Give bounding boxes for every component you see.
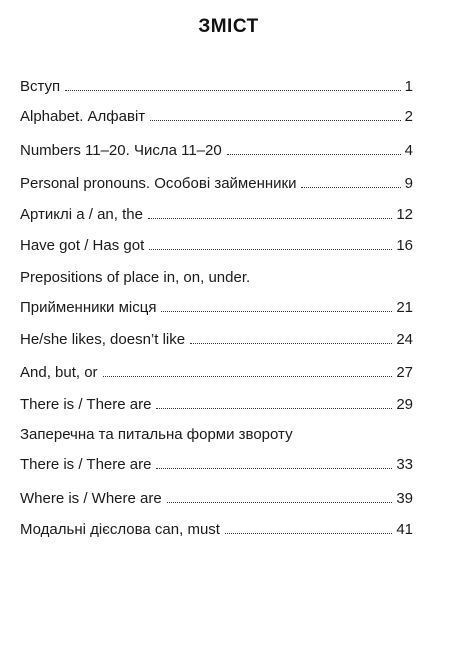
toc-dot-leader bbox=[148, 218, 392, 219]
toc-entry-page: 29 bbox=[396, 396, 413, 413]
toc-entry bbox=[20, 327, 413, 348]
toc-entry-title: And, but, or bbox=[20, 364, 98, 381]
toc-entry-page: 12 bbox=[396, 206, 413, 223]
toc-entry-heading: Заперечна та питальна форми звороту bbox=[20, 426, 293, 443]
toc-entry-title: There is / There are bbox=[20, 456, 152, 473]
toc-dot-leader bbox=[103, 376, 393, 377]
toc-entry-page: 24 bbox=[396, 331, 413, 348]
toc-entry-title: Вступ bbox=[20, 78, 61, 95]
toc-dot-leader bbox=[150, 120, 400, 121]
toc-dot-leader bbox=[167, 502, 393, 503]
toc-entry bbox=[20, 74, 413, 95]
toc-dot-leader bbox=[225, 533, 392, 534]
toc-entry-title: He/she likes, doesn’t like bbox=[20, 331, 186, 348]
toc-entry bbox=[20, 202, 413, 223]
toc-dot-leader bbox=[161, 311, 392, 312]
toc-entry bbox=[20, 295, 413, 316]
toc-entry-page: 27 bbox=[396, 364, 413, 381]
toc-entry-page: 16 bbox=[396, 237, 413, 254]
toc-entry-title: Модальні дієслова can, must bbox=[20, 521, 220, 538]
toc-dot-leader bbox=[156, 468, 392, 469]
toc-entry-heading: Prepositions of place in, on, under. bbox=[20, 269, 251, 286]
toc-entry-title: Numbers 11–20. Числа 11–20 bbox=[20, 142, 222, 159]
toc-entry bbox=[20, 104, 413, 125]
toc-entry-page: 21 bbox=[396, 299, 413, 316]
toc-entry-title: There is / There are bbox=[20, 396, 152, 413]
toc-title: ЗМІСТ bbox=[198, 16, 259, 37]
toc-entry-title: Прийменники місця bbox=[20, 299, 157, 316]
toc-dot-leader bbox=[227, 154, 401, 155]
toc-entry-page: 2 bbox=[404, 108, 413, 125]
toc-entry bbox=[20, 171, 413, 192]
toc-entry-title: Where is / Where are bbox=[20, 490, 162, 507]
toc-list bbox=[20, 74, 413, 538]
toc-dot-leader bbox=[65, 90, 400, 91]
toc-entry bbox=[20, 138, 413, 159]
toc-entry-title: Артиклі a / an, the bbox=[20, 206, 143, 223]
toc-entry-page: 1 bbox=[404, 78, 413, 95]
toc-entry-page: 33 bbox=[396, 456, 413, 473]
toc-entry-page: 41 bbox=[396, 521, 413, 538]
toc-entry-title: Personal pronouns. Особові займенники bbox=[20, 175, 297, 192]
toc-entry bbox=[20, 452, 413, 473]
toc-entry-page: 4 bbox=[404, 142, 413, 159]
toc-dot-leader bbox=[149, 249, 392, 250]
toc-dot-leader bbox=[190, 343, 392, 344]
toc-dot-leader bbox=[156, 408, 392, 409]
toc-entry bbox=[20, 392, 413, 413]
toc-entry-title: Have got / Has got bbox=[20, 237, 145, 254]
toc-dot-leader bbox=[301, 187, 400, 188]
toc-entry-page: 39 bbox=[396, 490, 413, 507]
toc-entry-title: Alphabet. Алфавіт bbox=[20, 108, 146, 125]
toc-entry bbox=[20, 360, 413, 381]
toc-entry bbox=[20, 233, 413, 254]
toc-entry bbox=[20, 486, 413, 507]
toc-entry bbox=[20, 517, 413, 538]
toc-entry-page: 9 bbox=[404, 175, 413, 192]
